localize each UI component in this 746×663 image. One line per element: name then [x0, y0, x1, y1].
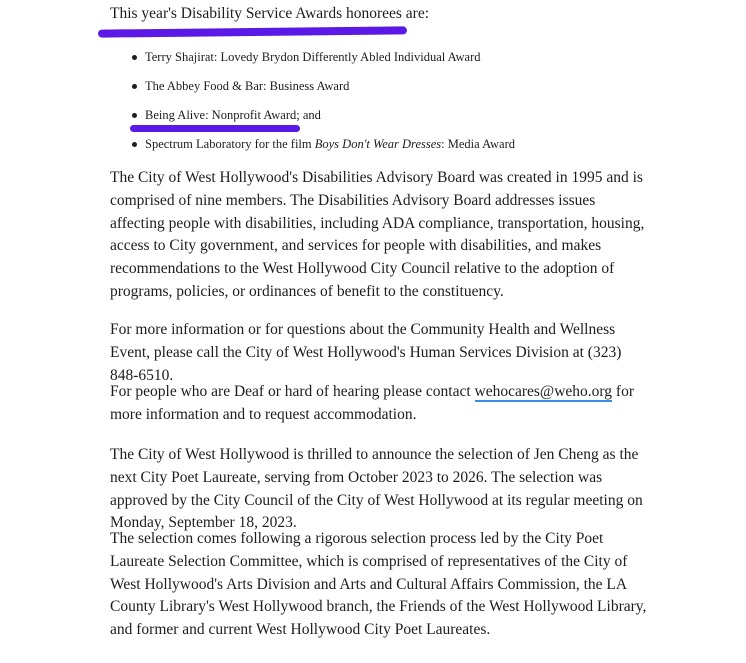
honorees-intro: This year's Disability Service Awards honorees are: [110, 5, 430, 22]
email-link[interactable]: wehocares@weho.org [474, 383, 613, 400]
list-item [145, 75, 705, 104]
contact-paragraph: For more information or for questions about the Community Health and Wellness Event, please call the City of West Hollywood's Human Services Division at (323) 848-6510. [110, 321, 622, 384]
honoree-text: Being Alive: Nonprofit Award; and [145, 108, 321, 122]
film-title: Boys Don't Wear Dresses [314, 137, 442, 151]
selection-process-paragraph: The selection comes following a rigorous selection process led by the City Poet Laureate Selection Committee, which is comprised of representatives of the City of West Hollywood's Arts Division and Arts and Cultural Affairs Commission, the LA County Library's West Hollywood branch, the Friends of the West Hollywood Library, and former and current West Hollywood City Poet Laureates. [110, 530, 647, 639]
list-item [145, 46, 705, 75]
list-item [145, 133, 705, 162]
honoree-text: Terry Shajirat: Lovedy Brydon Differently Abled Individual Award [145, 50, 481, 64]
honoree-text: The Abbey Food & Bar: Business Award [145, 79, 350, 93]
highlight-marker-intro [98, 26, 407, 37]
honoree-suffix: : Media Award [441, 137, 515, 151]
honorees-list [145, 46, 705, 162]
accessibility-paragraph [110, 381, 650, 427]
accessibility-text-before: For people who are Deaf or hard of hearing please contact [110, 383, 475, 400]
advisory-board-paragraph: The City of West Hollywood's Disabilities Advisory Board was created in 1995 and is comprised of nine members. The Disabilities Advisory Board addresses issues affecting people with disabilities, including ADA compliance, transportation, housing, access to City government, and services for people with disabilities, and makes recommendations to the West Hollywood City Council relative to the adoption of programs, policies, or ordinances of benefit to the constituency. [110, 169, 645, 300]
accessibility-text-after: for more information and to request accommodation. [110, 383, 634, 423]
honoree-prefix: Spectrum Laboratory for the film [145, 137, 315, 151]
highlight-marker-nonprofit [130, 125, 300, 132]
poet-laureate-paragraph: The City of West Hollywood is thrilled to announce the selection of Jen Cheng as the next City Poet Laureate, serving from October 2023 to 2026. The selection was approved by the City Council of the City of West Hollywood at its regular meeting on Monday, September 18, 2023. [110, 446, 643, 532]
